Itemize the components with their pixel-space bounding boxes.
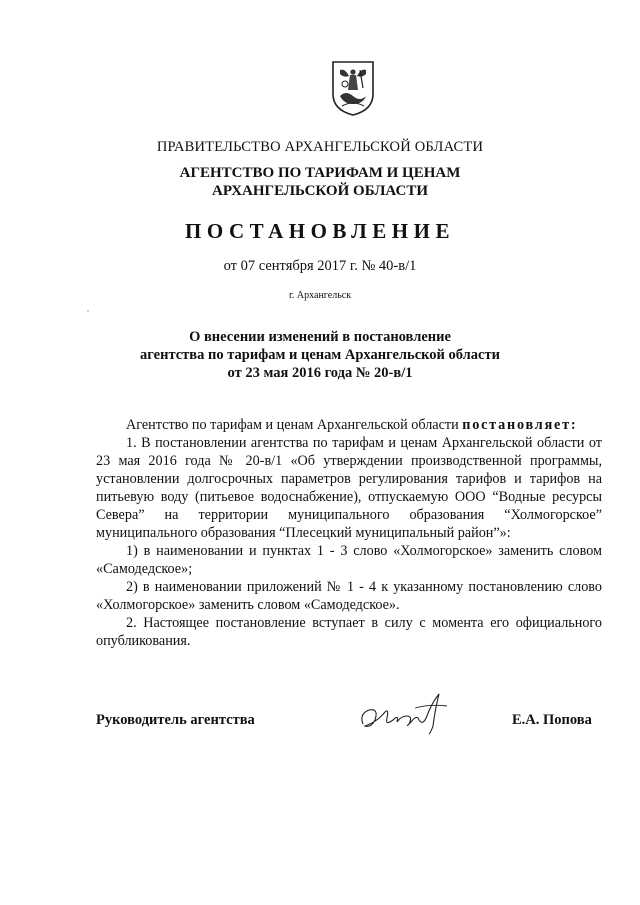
subject-line1: О внесении изменений в постановление: [189, 329, 451, 345]
intro-verb: постановляет:: [462, 417, 578, 433]
coat-of-arms-icon: [330, 60, 376, 116]
agency-name-line2: АРХАНГЕЛЬСКОЙ ОБЛАСТИ: [212, 183, 428, 199]
subject-heading: [0, 328, 640, 382]
subject-line2: агентства по тарифам и ценам Архангельской области: [140, 347, 500, 363]
subject-line3: от 23 мая 2016 года № 20-в/1: [227, 365, 413, 381]
item-2: 2. Настоящее постановление вступает в силу с момента его официального опубликования.: [96, 615, 602, 649]
government-name: ПРАВИТЕЛЬСТВО АРХАНГЕЛЬСКОЙ ОБЛАСТИ: [156, 139, 484, 155]
signatory-position: Руководитель агентства: [96, 712, 255, 728]
date-number: от 07 сентября 2017 г. № 40-в/1: [223, 258, 417, 274]
item-1: 1. В постановлении агентства по тарифам и ценам Архангельской области от 23 мая 2016 года № 20-в/1 «Об утверждении производственной программы, установлении долгосрочных параметров регулирования тарифов и тарифов на питьевую воду (питьевое водоснабжение), отпускаемую ООО “Водные ресурсы Севера” на территории муниципального образования “Холмогорское” муниципального образования “Плесецкий муниципальный район”»:: [96, 435, 602, 541]
document-type: ПОСТАНОВЛЕНИЕ: [185, 219, 455, 243]
city: г. Архангельск: [288, 290, 352, 301]
agency-name-line1: АГЕНТСТВО ПО ТАРИФАМ И ЦЕНАМ: [179, 165, 461, 181]
resolution-body: [96, 416, 602, 650]
intro-paragraph: [96, 416, 602, 434]
intro-text: Агентство по тарифам и ценам Архангельской области: [126, 417, 463, 433]
item-1-2: 2) в наименовании приложений № 1 - 4 к указанному постановлению слово «Холмогорское» заменить словом «Самодедское».: [96, 579, 602, 613]
item-1-1: 1) в наименовании и пунктах 1 - 3 слово «Холмогорское» заменить словом «Самодедское»;: [96, 543, 602, 577]
handwritten-signature: [355, 686, 465, 736]
agency-name: [0, 164, 640, 200]
scan-dot: [86, 300, 90, 304]
signatory-name: Е.А. Попова: [512, 712, 592, 728]
